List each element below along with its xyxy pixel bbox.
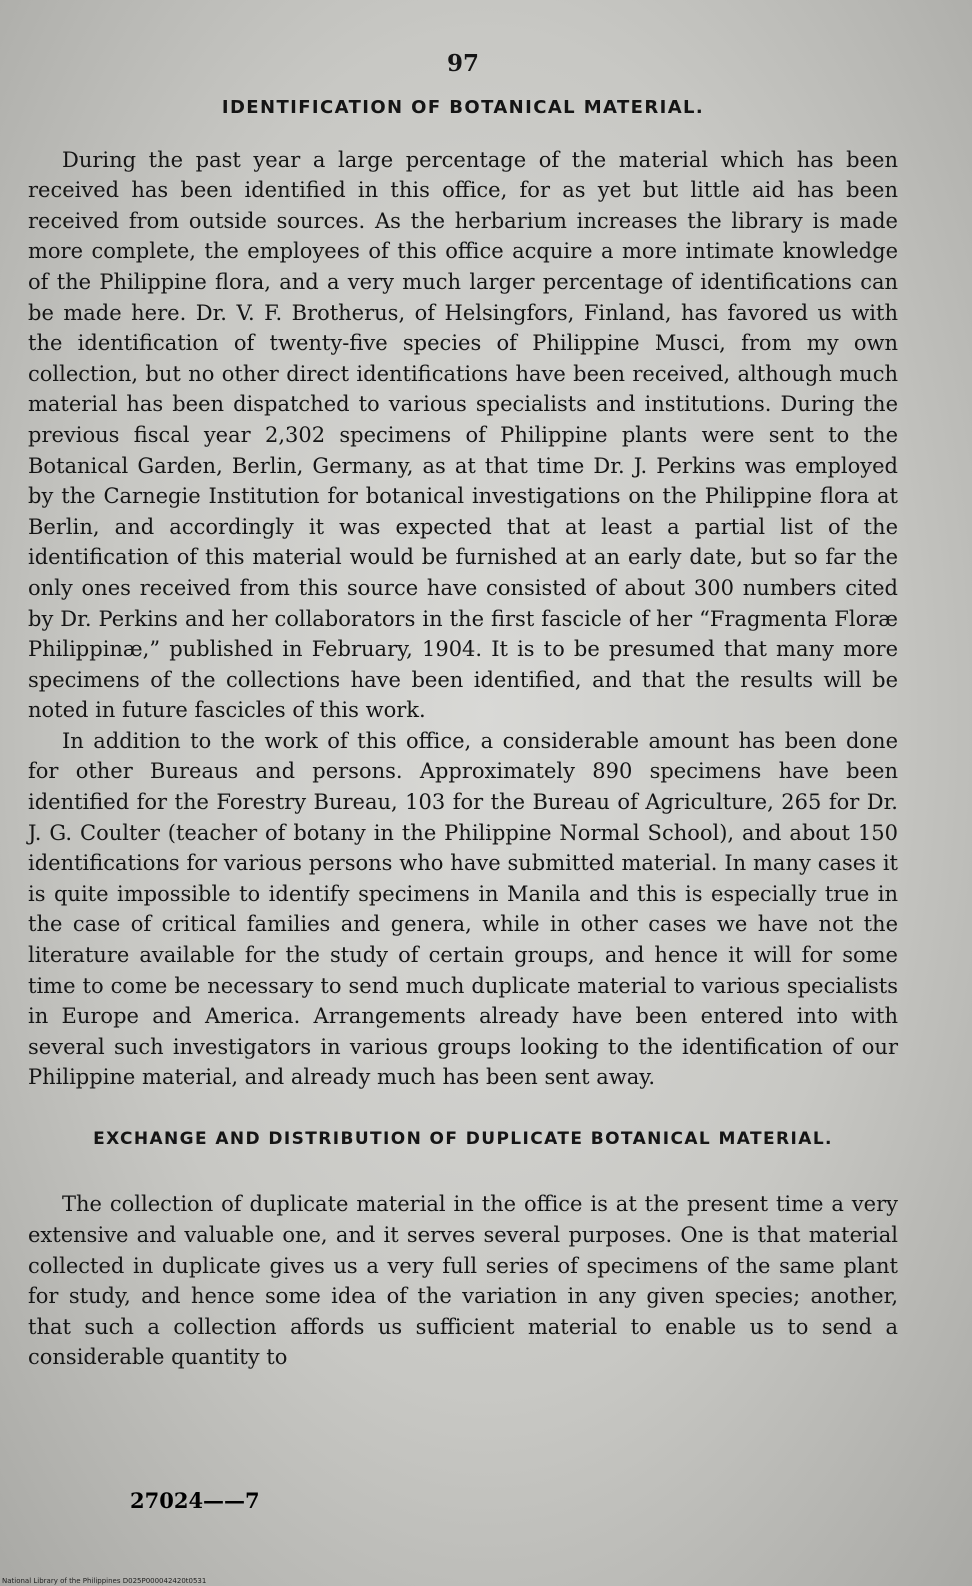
paragraph: In addition to the work of this office, a considerable amount has been done for other Bureaus and persons. Approximately 890 specimens have been identified for the Forestry Bureau, 103 for the Bureau of Agriculture, 265 for Dr. J. G. Coulter (teacher of botany in the Philippine Normal School), and about 150 identifications for various persons who have submitted material. In many cases it is quite impossible to identify specimens in Manila and this is especially true in the case of critical families and genera, while in other cases we have not the literature available for the study of certain groups, and hence it will for some time to come be necessary to send much duplicate material to various specialists in Europe and America. Arrangements already have been entered into with several such investigators in various groups looking to the identification of our Philippine material, and already much has been sent away. <box>28 728 898 1090</box>
page-number: 97 <box>446 50 479 77</box>
page-content <box>28 50 898 1373</box>
scan-credit: National Library of the Philippines D025P000042420t0531 <box>2 1577 207 1585</box>
section-heading-exchange: EXCHANGE AND DISTRIBUTION OF DUPLICATE BOTANICAL MATERIAL. <box>93 1129 833 1149</box>
section-heading-identification: IDENTIFICATION OF BOTANICAL MATERIAL. <box>221 97 705 118</box>
paragraph: During the past year a large percentage of the material which has been received has been identified in this office, for as yet but little aid has been received from outside sources. As the herbarium increases the library is made more complete, the employees of this office acquire a more intimate knowledge of the Philippine flora, and a very much larger percentage of identifications can be made here. Dr. V. F. Brotherus, of Helsingfors, Finland, has favored us with the identification of twenty-five species of Philippine Musci, from my own collection, but no other direct identifications have been received, although much material has been dispatched to various specialists and institutions. During the previous fiscal year 2,302 specimens of Philippine plants were sent to the Botanical Garden, Berlin, Germany, as at that time Dr. J. Perkins was employed by the Carnegie Institution for botanical investigations on the Philippine flora at Berlin, and accordingly it was expected that at least a partial list of the identification of this material would be furnished at an early date, but so far the only ones received from this source have consisted of about 300 numbers cited by Dr. Perkins and her collaborators in the first fascicle of her “Fragmenta Floræ Philippinæ,” published in February, 1904. It is to be presumed that many more specimens of the collections have been identified, and that the results will be noted in future fascicles of this work. <box>28 147 898 723</box>
paragraph: The collection of duplicate material in the office is at the present time a very extensive and valuable one, and it serves several purposes. One is that material collected in duplicate gives us a very full series of specimens of the same plant for study, and hence some idea of the variation in any given species; another, that such a collection affords us sufficient material to enable us to send a considerable quantity to <box>28 1192 898 1370</box>
signature-mark: 27024——7 <box>130 1488 260 1513</box>
